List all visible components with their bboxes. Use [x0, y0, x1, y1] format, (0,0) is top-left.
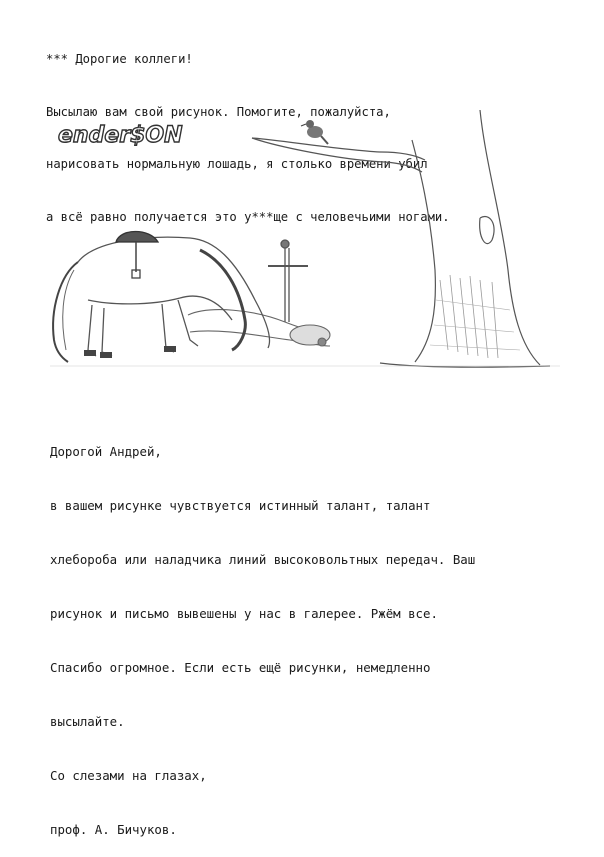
- top-letter-line: Высылаю вам свой рисунок. Помогите, пожалуйста,: [46, 104, 391, 119]
- sword-icon: [268, 240, 308, 322]
- fallen-knight: [188, 310, 330, 346]
- bottom-letter: [50, 407, 475, 857]
- bottom-letter-line: Дорогой Андрей,: [50, 444, 162, 459]
- pencil-drawing: [40, 100, 570, 390]
- bottom-letter-line: в вашем рисунке чувствуется истинный талант, талант: [50, 498, 431, 513]
- signature: ender$ON: [58, 123, 183, 148]
- bottom-letter-line: Спасибо огромное. Если есть ещё рисунки, немедленно: [50, 660, 431, 675]
- bird-icon: [301, 120, 328, 144]
- bottom-letter-line: проф. А. Бичуков.: [50, 822, 177, 837]
- top-letter-line: *** Дорогие коллеги!: [46, 52, 193, 66]
- top-letter-line: нарисовать нормальную лошадь, я столько времени убил: [46, 157, 428, 171]
- bottom-letter-line: высылайте.: [50, 714, 125, 729]
- top-letter-line: а всё равно получается это у***ще с человечьими ногами.: [46, 209, 450, 224]
- bottom-letter-line: хлебороба или наладчика линий высоковольтных передач. Ваш: [50, 552, 476, 567]
- horse: [53, 232, 269, 363]
- bottom-letter-line: рисунок и письмо вывешены у нас в галерее. Ржём все.: [50, 606, 438, 621]
- bottom-letter-line: Со слезами на глазах,: [50, 768, 207, 783]
